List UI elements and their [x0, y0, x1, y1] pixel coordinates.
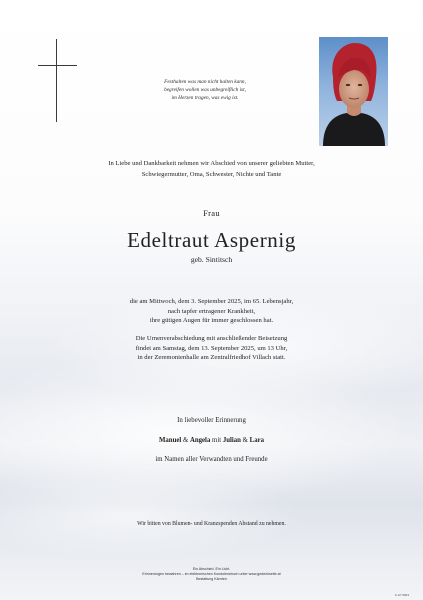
ampersand: &	[240, 437, 250, 444]
footer-notice	[0, 567, 423, 582]
intro-line: Schwiegermutter, Oma, Schwester, Nichte und Tante	[141, 170, 282, 178]
verse-line: im Herzen tragen, was ewig ist.	[171, 95, 239, 102]
connector-word: mit	[210, 437, 223, 444]
family-name: Julian	[222, 437, 241, 444]
memory-line: In liebevoller Erinnerung	[177, 417, 246, 424]
cross-horizontal-bar	[38, 65, 77, 66]
ampersand: &	[181, 437, 190, 444]
portrait-image	[319, 37, 388, 146]
verse-line: begreifen wollen was unbegreiflich ist,	[164, 87, 246, 94]
maiden-name: geb. Sintitsch	[190, 255, 233, 264]
salutation: Frau	[203, 208, 220, 218]
death-notice-text	[0, 297, 423, 326]
death-notice-line: ihre gütigen Augen für immer geschlossen hat.	[149, 317, 274, 324]
relatives-line: im Namen aller Verwandten und Freunde	[155, 456, 268, 463]
family-names	[0, 437, 423, 444]
intro-line: In Liebe und Dankbarkeit nehmen wir Abschied von unserer geliebten Mutter,	[108, 160, 315, 167]
death-notice-line: nach tapfer ertragener Krankheit,	[167, 307, 256, 315]
funeral-notice-line: in der Zeremonienhalle am Zentralfriedhof Villach statt.	[137, 354, 286, 361]
footer-line: Ein Abschied. Ein Licht.	[192, 567, 231, 571]
funeral-notice-text	[0, 334, 423, 363]
print-code: K-LP 9843	[394, 593, 409, 597]
funeral-notice-line: findet am Samstag, dem 13. September 2025, um 13 Uhr,	[135, 344, 288, 352]
portrait-photo	[319, 37, 388, 146]
intro-text	[0, 159, 423, 180]
footer-line: Erinnerungen bewahren – im elektronischen Kondolenzbuch unter www.gedenkseite.at	[142, 572, 281, 577]
flowers-request: Wir bitten von Blumen- und Kranzspenden Abstand zu nehmen.	[137, 521, 286, 527]
death-notice-line: die am Mittwoch, dem 3. September 2025, im 65. Lebensjahr,	[129, 298, 294, 305]
verse-line: Festhalten was man nicht halten kann,	[164, 79, 246, 85]
funeral-notice-line: Die Urnenverabschiedung mit anschließender Beisetzung	[135, 335, 288, 342]
memorial-verse	[130, 78, 280, 103]
footer-line: Bestattung Kärnten	[196, 577, 227, 582]
cross-vertical-bar	[56, 39, 57, 122]
family-name: Manuel	[158, 437, 182, 444]
deceased-name: Edeltraut Aspernig	[127, 228, 296, 252]
family-name: Lara	[249, 437, 265, 444]
family-name: Angela	[189, 437, 211, 444]
